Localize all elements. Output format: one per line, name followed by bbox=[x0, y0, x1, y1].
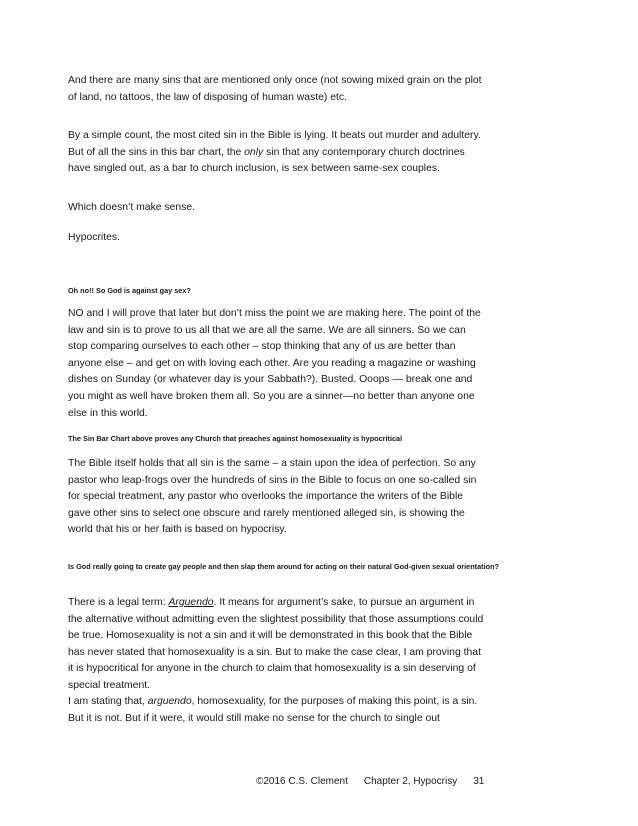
paragraph-hypocrites: Hypocrites. bbox=[68, 232, 120, 243]
text-run: There is a legal term: bbox=[68, 597, 169, 608]
text-run: I am stating that, bbox=[68, 696, 148, 707]
footer-copyright: ©2016 C.S. Clement bbox=[256, 776, 348, 787]
emphasis-only: only bbox=[244, 146, 264, 158]
paragraph-all-sin-same: The Bible itself holds that all sin is the same – a stain upon the idea of perfection. So any pastor who leap-frogs over the hundreds of sins in the Bible to focus on one so-called sin for special treatment, any pastor who overlooks the importance the writers of the Bible gave other sins to select one obscure and rarely mentioned alleged sin, is showing the world that his or her faith is based on hypocrisy. bbox=[68, 458, 477, 536]
footer-page-number: 31 bbox=[473, 776, 485, 787]
page-footer bbox=[256, 775, 496, 789]
heading-god-against-gay-sex: Oh no!! So God is against gay sex? bbox=[68, 286, 191, 295]
text-run: By a simple count, the most cited sin in the Bible is lying. It beats out murder and adultery. But of all the sins in this bar chart, the bbox=[68, 130, 481, 158]
paragraph-stating-arguendo bbox=[68, 694, 488, 727]
emphasis-arguendo: arguendo bbox=[147, 696, 192, 707]
footer-chapter: Chapter 2, Hypocrisy bbox=[363, 776, 458, 787]
term-arguendo: Arguendo bbox=[168, 597, 214, 608]
heading-god-create-gay-people: Is God really going to create gay people and then slap them around for acting on their natural God-given sexual orientation? bbox=[68, 562, 499, 571]
paragraph-most-cited-sin bbox=[68, 128, 488, 178]
paragraph-arguendo bbox=[68, 595, 488, 695]
text-run: , homosexuality, for the purposes of making this point, is a sin. But it is not. But if it were, it would still make no sense for the church to single out bbox=[68, 696, 478, 724]
text-run: sin that any contemporary church doctrines have singled out, as a bar to church inclusion, is sex between same-sex couples. bbox=[68, 146, 465, 175]
paragraph-no-sense: Which doesn’t make sense. bbox=[68, 202, 196, 213]
paragraph-law-and-sin: NO and I will prove that later but don’t miss the point we are making here. The point of the law and sin is to prove to us all that we are all the same. We are all sinners. So we can stop comparing ourselves to each other – stop thinking that any of us are better than anyone else – and get on with loving each other. Are you reading a magazine or washing dishes on Sunday (or whatever day is your Sabbath?). Busted. Ooops — break one and you might as well have broken them all. So you are a sinner—no better than anyone one else in this world. bbox=[68, 308, 481, 419]
heading-sin-bar-chart: The Sin Bar Chart above proves any Church that preaches against homosexuality is hypocritical bbox=[68, 434, 403, 443]
text-run: . It means for argument’s sake, to pursue an argument in the alternative without admitting even the slightest possibility that those assumptions could be true. Homosexuality is not a sin and it will be demonstrated in this book that the Bible has never stated that homosexuality is a sin. But to make the case clear, I am proving that it is hypocritical for anyone in the church to claim that homosexuality is a sin deserving of special treatment. bbox=[68, 597, 484, 691]
paragraph-sins-once: And there are many sins that are mentioned only once (not sowing mixed grain on the plot of land, no tattoos, the law of disposing of human waste) etc. bbox=[68, 75, 482, 103]
